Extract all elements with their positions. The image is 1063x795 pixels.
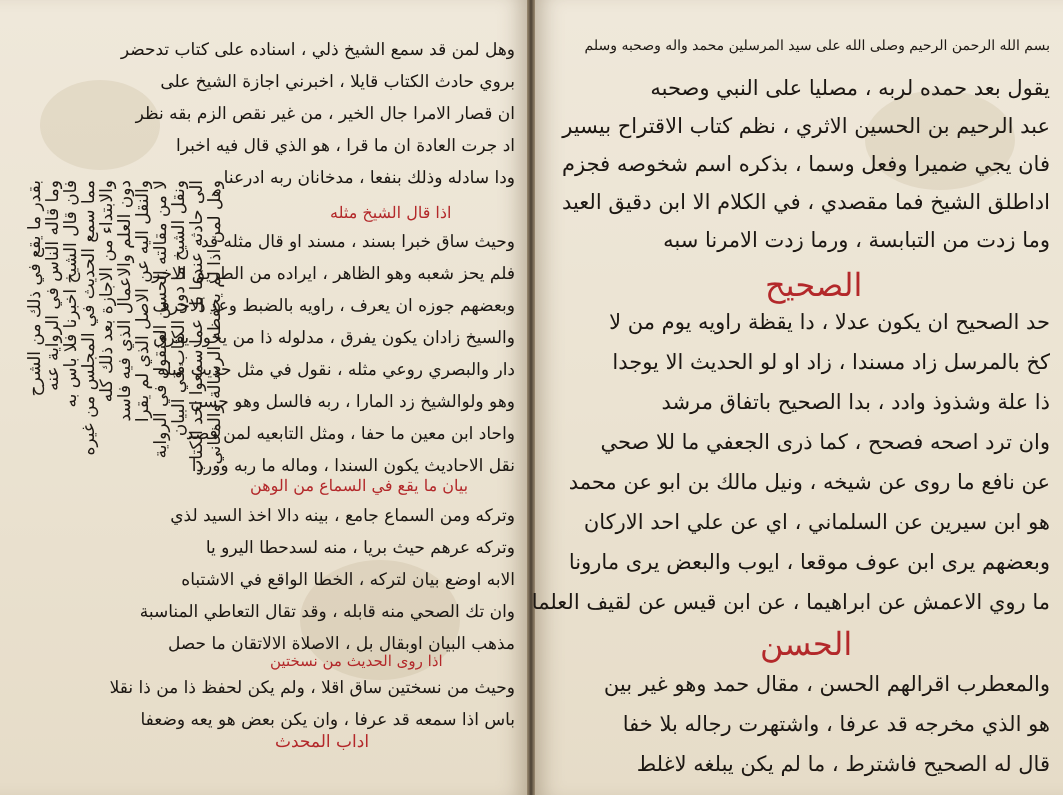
text-line: مذهب البيان اوبقال بل ، الاصلاة الالاتقان ما حصل <box>167 634 515 654</box>
book-gutter <box>527 0 535 795</box>
section-heading: الحسن <box>760 625 853 663</box>
margin-note-line: والابتداء من الاجازة بعد ذلك كله <box>97 180 117 403</box>
section-heading: اذا قال الشيخ مثله <box>330 203 452 222</box>
text-line: ما روي الاعمش عن ابراهيما ، عن ابن قيس عن لقيف العلما <box>531 590 1050 614</box>
text-line: هو ابن سيرين عن السلماني ، اي عن علي احد الاركان <box>583 510 1050 534</box>
text-line: وبعضهم جوزه ان يعرف ، راويه بالضبط وعد الاحرف <box>152 296 515 316</box>
text-line: ذا علة وشذوذ وادد ، بدا الصحيح باتفاق مرشد <box>661 390 1050 414</box>
text-line: وتركه ومن السماع جامع ، بينه دالا اخذ السيد لذي <box>170 506 515 526</box>
section-heading: اذا روى الحديث من نسختين <box>270 652 443 670</box>
text-line: وحيث ساق خبرا بسند ، مسند او قال مثله قد <box>201 232 515 252</box>
margin-note-line: دون العلم والاعمال الذي فيه فاسد <box>115 180 135 422</box>
text-line: وما زدت من التبابسة ، ورما زدت الامرنا سبه <box>663 228 1050 252</box>
text-line: عبد الرحيم بن الحسين الاثري ، نظم كتاب الاقتراح بيسير <box>562 114 1050 138</box>
text-line: بروي حادث الكتاب قايلا ، اخبرني اجازة الشيخ على <box>160 72 515 92</box>
section-heading: بيان ما يقع في السماع من الوهن <box>250 476 469 495</box>
text-line: ان قصار الامرا جال الخير ، من غير نقص الزم بقه نظر <box>135 104 515 124</box>
left-manuscript-page <box>0 0 527 795</box>
text-line: يقول بعد حمده لربه ، مصليا على النبي وصحبه <box>650 76 1050 100</box>
text-line: اد جرت العادة ان ما قرا ، هو الذي قال فيه اخبرا <box>176 136 515 156</box>
margin-note-line: وما قاله الناس في الرواية عنه <box>43 180 63 391</box>
text-line: حد الصحيح ان يكون عدلا ، دا يقظة راويه يوم من لا <box>609 310 1050 334</box>
text-line: وتركه عرهم حيث بريا ، منه لسدحطا اليرو يا <box>205 538 515 558</box>
text-line: وان تك الصحي منه قابله ، وقد تقال التعاطي المناسبة <box>139 602 515 622</box>
text-line: اداطلق الشيخ فما مقصدي ، في الكلام الا ابن دقيق العيد <box>561 190 1050 214</box>
margin-note-line: فان قال الشيخ اخبرنا فلا باس به <box>61 180 81 408</box>
text-line: وبعضهم يرى ابن عوف موقعا ، ايوب والبعض يرى مارونا <box>568 550 1050 574</box>
margin-note-line: والنقل اليه عن الاصل الذي لم يقرا <box>133 180 153 423</box>
text-line: هو الذي مخرجه قد عرفا ، واشتهرت رجاله بلا خفا <box>622 712 1050 736</box>
text-line: نقل الاحاديث يكون السندا ، وماله ما ربه ووردا <box>191 456 515 476</box>
text-line: فان يجي ضميرا وفعل وسما ، بذكره اسم شخوصه فجزم <box>562 152 1050 176</box>
text-line: وهل لمن قد سمع الشيخ ذلي ، اسناده على كتاب تدحضر <box>120 40 515 60</box>
text-line: قال له الصحيح فاشترط ، ما لم يكن يبلغه لاغلط <box>636 752 1050 776</box>
text-line: دار والبصري روعي مثله ، نقول في مثل حديث قبله <box>157 360 515 380</box>
section-heading: الصحيح <box>765 266 863 304</box>
margin-note-line: وهل لمن اذا لم يحفظه الرسالة والمعاني <box>205 180 225 465</box>
section-heading: اداب المحدث <box>275 732 370 752</box>
margin-note-line: لا من مقالته الحسن المنقول في الرواية <box>151 180 171 459</box>
text-line: باس اذا سمعه قد عرفا ، وان يكن بعض هو يعه وضعفا <box>140 710 515 730</box>
margin-note-line: مما سمع الحديث في المجلس من غيره <box>79 180 99 456</box>
text-line: والمعطرب اقرالهم الحسن ، مقال حمد وهو غير بين <box>603 672 1050 696</box>
margin-note-line: ونقل الشيخ ما دون الكتاب في البيان <box>169 180 189 437</box>
paper-stain <box>40 80 160 170</box>
text-line: فلم يحز شعبه وهو الظاهر ، ايراده من الطريق الاخر <box>152 264 515 284</box>
margin-note-line: الى حادثه عندما بل عما سمعوا احد الكتاب <box>187 180 207 476</box>
text-line: وهو ولوالشيخ زد المارا ، ربه فالسل وهو حسن <box>190 392 515 412</box>
text-line: ودا سادله وذلك بنفعا ، مدخانان ربه ادرعنا <box>223 168 515 188</box>
text-line: كخ بالمرسل زاد مسندا ، زاد او لو الحديث الا يوجدا <box>612 350 1050 374</box>
text-line: وان ترد اصحه فصحح ، كما ذرى الجعفي ما للا صحي <box>600 430 1050 454</box>
text-line: الابه اوضع بيان لتركه ، الخطا الواقع في الاشتباه <box>181 570 515 590</box>
text-line: عن نافع ما روى عن شيخه ، ونيل مالك بن ابو عن محمد <box>568 470 1050 494</box>
basmala-line: بسم الله الرحمن الرحيم وصلى الله على سيد المرسلين محمد واله وصحبه وسلم <box>584 38 1050 54</box>
text-line: والسيخ زادان يكون يفرق ، مدلوله ذا من يحوز يفرق <box>153 328 515 348</box>
text-line: واحاد ابن معين ما حفا ، ومثل التابعيه لمن قصد <box>185 424 515 444</box>
margin-note-line: بقدر ما يقع في ذلك من الشرح <box>25 180 45 397</box>
text-line: وحيث من نسختين ساق اقلا ، ولم يكن لحفظ ذا من ذا نقلا <box>109 678 515 698</box>
right-manuscript-page <box>531 0 1063 795</box>
